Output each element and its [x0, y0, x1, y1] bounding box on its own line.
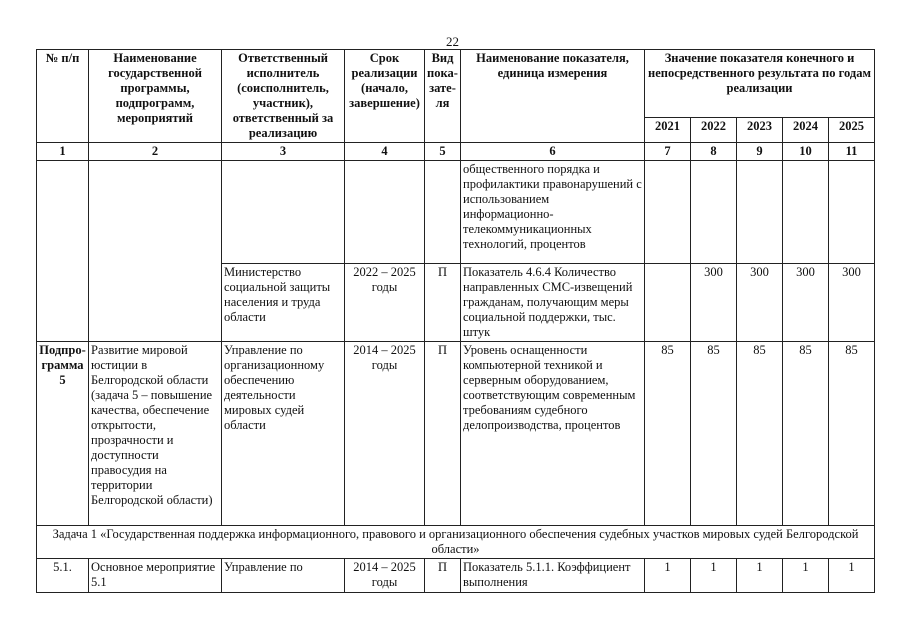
subprogram-indicator: Уровень оснащенности компьютерной техникой и серверным оборудованием, соответствующим современным требованиям судебного делопроизводства, процентов: [461, 342, 645, 526]
subprogram-name: Развитие мировой юстиции в Белгородской области (задача 5 – повышение качества, обеспечение открытости, прозрачности и доступности правосудия на территории Белгородской области): [89, 342, 222, 526]
cell-empty: [829, 161, 875, 264]
cell-empty: [691, 161, 737, 264]
subprogram-executor: Управление по организационному обеспечению деятельности мировых судей области: [222, 342, 345, 526]
column-number: 3: [222, 143, 345, 161]
cell-empty: [425, 161, 461, 264]
subprogram-value-2021: 85: [645, 342, 691, 526]
header-row: [37, 50, 875, 118]
header-year: 2021: [645, 117, 691, 142]
subprogram-term: 2014 – 2025 годы: [345, 342, 425, 526]
header-year: 2022: [691, 117, 737, 142]
ministry-value-2023: 300: [737, 264, 783, 342]
measure-value-2022: 1: [691, 559, 737, 593]
subprogram-value-2022: 85: [691, 342, 737, 526]
header-values-group: Значение показателя конечного и непосредственного результата по годам реализации: [645, 50, 875, 118]
header-kind: Вид пока-зате-ля: [425, 50, 461, 143]
table-row-task: [37, 526, 875, 559]
measure-executor: Управление по: [222, 559, 345, 593]
measure-number: 5.1.: [37, 559, 89, 593]
table-row-subprogram: [37, 342, 875, 526]
subprogram-value-2024: 85: [783, 342, 829, 526]
header-indicator: Наименование показателя, единица измерения: [461, 50, 645, 143]
cell-empty: [345, 161, 425, 264]
header-year: 2025: [829, 117, 875, 142]
column-number: 5: [425, 143, 461, 161]
subprogram-value-2023: 85: [737, 342, 783, 526]
ministry-value-2021: [645, 264, 691, 342]
header-executor: Ответственный исполнитель (соисполнитель, участник), ответственный за реализацию: [222, 50, 345, 143]
ministry-value-2025: 300: [829, 264, 875, 342]
ministry-indicator: Показатель 4.6.4 Количество направленных СМС-извещений гражданам, получающим меры социальной поддержки, тыс. штук: [461, 264, 645, 342]
column-number: 1: [37, 143, 89, 161]
measure-kind: П: [425, 559, 461, 593]
cell-empty: [89, 161, 222, 342]
program-table: [36, 49, 875, 593]
header-term: Срок реализации (начало, завершение): [345, 50, 425, 143]
cell-empty: [737, 161, 783, 264]
cell-empty: [645, 161, 691, 264]
page-number: 22: [446, 34, 459, 49]
column-number: 6: [461, 143, 645, 161]
subprogram-number: Подпро-грамма 5: [37, 342, 89, 526]
measure-term: 2014 – 2025 годы: [345, 559, 425, 593]
ministry-term: 2022 – 2025 годы: [345, 264, 425, 342]
column-number: 11: [829, 143, 875, 161]
header-year: 2023: [737, 117, 783, 142]
measure-name: Основное мероприятие 5.1: [89, 559, 222, 593]
measure-value-2025: 1: [829, 559, 875, 593]
cell-empty: [783, 161, 829, 264]
measure-value-2024: 1: [783, 559, 829, 593]
table-row-measure: [37, 559, 875, 593]
header-year: 2024: [783, 117, 829, 142]
ministry-value-2024: 300: [783, 264, 829, 342]
subprogram-value-2025: 85: [829, 342, 875, 526]
column-number: 2: [89, 143, 222, 161]
measure-indicator: Показатель 5.1.1. Коэффициент выполнения: [461, 559, 645, 593]
column-number: 10: [783, 143, 829, 161]
measure-value-2023: 1: [737, 559, 783, 593]
measure-value-2021: 1: [645, 559, 691, 593]
table-row-continuation: [37, 161, 875, 264]
column-number: 4: [345, 143, 425, 161]
column-number: 9: [737, 143, 783, 161]
column-number: 7: [645, 143, 691, 161]
subprogram-kind: П: [425, 342, 461, 526]
column-number: 8: [691, 143, 737, 161]
ministry-kind: П: [425, 264, 461, 342]
task-title: Задача 1 «Государственная поддержка информационного, правового и организационного обеспечения судебных участков мировых судей Белгородской области»: [37, 526, 875, 559]
ministry-value-2022: 300: [691, 264, 737, 342]
cell-empty: [222, 161, 345, 264]
header-number: № п/п: [37, 50, 89, 143]
indicator-continuation: общественного порядка и профилактики правонарушений с использованием информационно-телекоммуникационных технологий, процентов: [461, 161, 645, 264]
header-name: Наименование государственной программы, подпрограмм, мероприятий: [89, 50, 222, 143]
ministry-executor: Министерство социальной защиты населения и труда области: [222, 264, 345, 342]
column-numbers-row: [37, 143, 875, 161]
cell-empty: [37, 161, 89, 342]
